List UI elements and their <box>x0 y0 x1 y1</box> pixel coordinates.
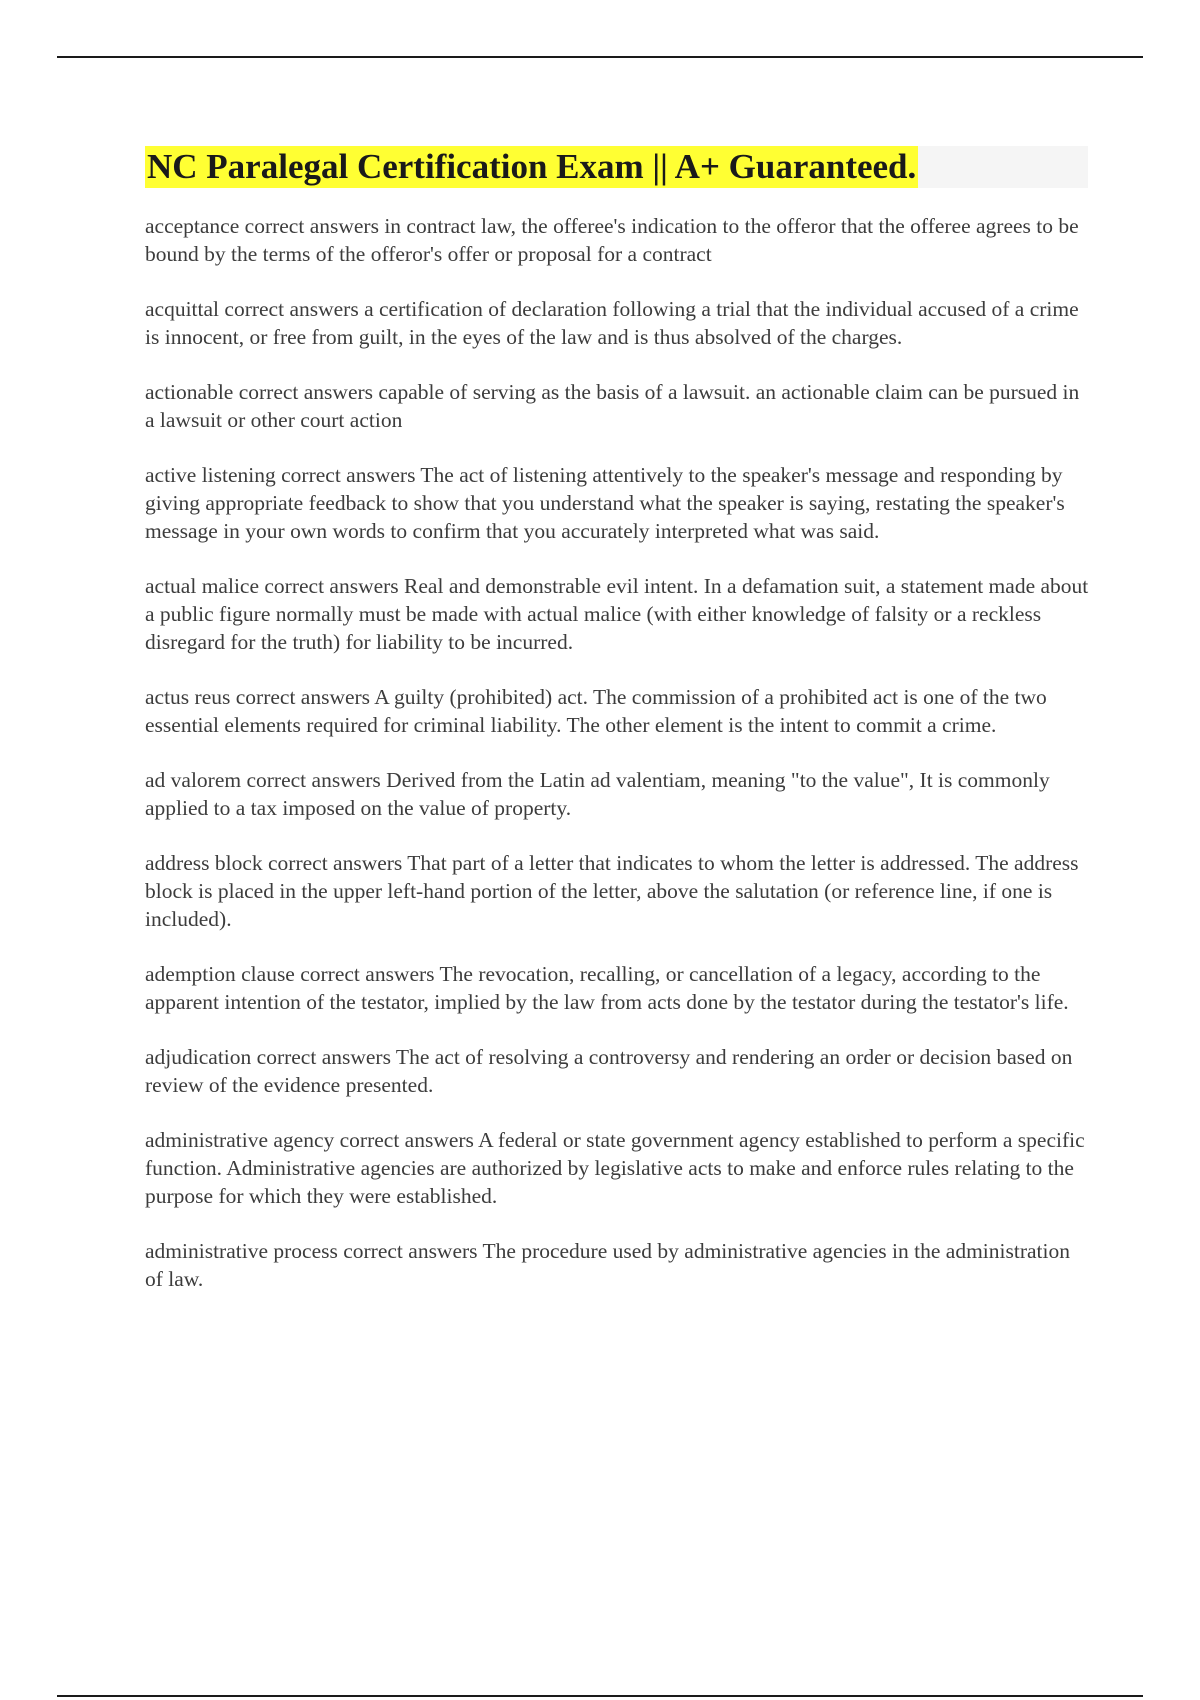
glossary-entry-ad-valorem: ad valorem correct answers Derived from the Latin ad valentiam, meaning "to the value", It is commonly applied to a tax imposed on the value of property. <box>145 768 1050 820</box>
top-divider <box>57 56 1143 58</box>
glossary-entry-adjudication: adjudication correct answers The act of resolving a controversy and rendering an order or decision based on review of the evidence presented. <box>145 1045 1073 1097</box>
glossary-entry-administrative-agency: administrative agency correct answers A federal or state government agency established to perform a specific function. Administrative agencies are authorized by legislative acts to make and enforce rules relating to the purpose for which they were established. <box>145 1128 1085 1208</box>
title-banner <box>145 146 1088 188</box>
bottom-divider <box>57 1695 1143 1697</box>
glossary-entry-actual-malice: actual malice correct answers Real and demonstrable evil intent. In a defamation suit, a statement made about a public figure normally must be made with actual malice (with either knowledge of falsity or a reckless disregard for the truth) for liability to be incurred. <box>145 574 1089 654</box>
document-title: NC Paralegal Certification Exam || A+ Guaranteed. <box>147 147 917 186</box>
glossary-entry-address-block: address block correct answers That part of a letter that indicates to whom the letter is addressed. The address block is placed in the upper left-hand portion of the letter, above the salutation (or reference line, if one is included). <box>145 851 1079 931</box>
glossary-entry-acceptance: acceptance correct answers in contract law, the offeree's indication to the offeror that the offeree agrees to be bound by the terms of the offeror's offer or proposal for a contract <box>145 214 1079 266</box>
glossary-entry-actionable: actionable correct answers capable of serving as the basis of a lawsuit. an actionable claim can be pursued in a lawsuit or other court action <box>145 380 1080 432</box>
glossary-entry-administrative-process: administrative process correct answers The procedure used by administrative agencies in the administration of law. <box>145 1239 1070 1291</box>
glossary-entry-ademption-clause: ademption clause correct answers The revocation, recalling, or cancellation of a legacy, according to the apparent intention of the testator, implied by the law from acts done by the testator during the testator's life. <box>145 962 1069 1014</box>
glossary-list <box>145 212 1090 1320</box>
glossary-entry-actus-reus: actus reus correct answers A guilty (prohibited) act. The commission of a prohibited act is one of the two essential elements required for criminal liability. The other element is the intent to commit a crime. <box>145 685 1047 737</box>
glossary-entry-active-listening: active listening correct answers The act of listening attentively to the speaker's message and responding by giving appropriate feedback to show that you understand what the speaker is saying, restating the speaker's message in your own words to confirm that you accurately interpreted what was said. <box>145 463 1065 543</box>
glossary-entry-acquittal: acquittal correct answers a certification of declaration following a trial that the individual accused of a crime is innocent, or free from guilt, in the eyes of the law and is thus absolved of the charges. <box>145 297 1079 349</box>
